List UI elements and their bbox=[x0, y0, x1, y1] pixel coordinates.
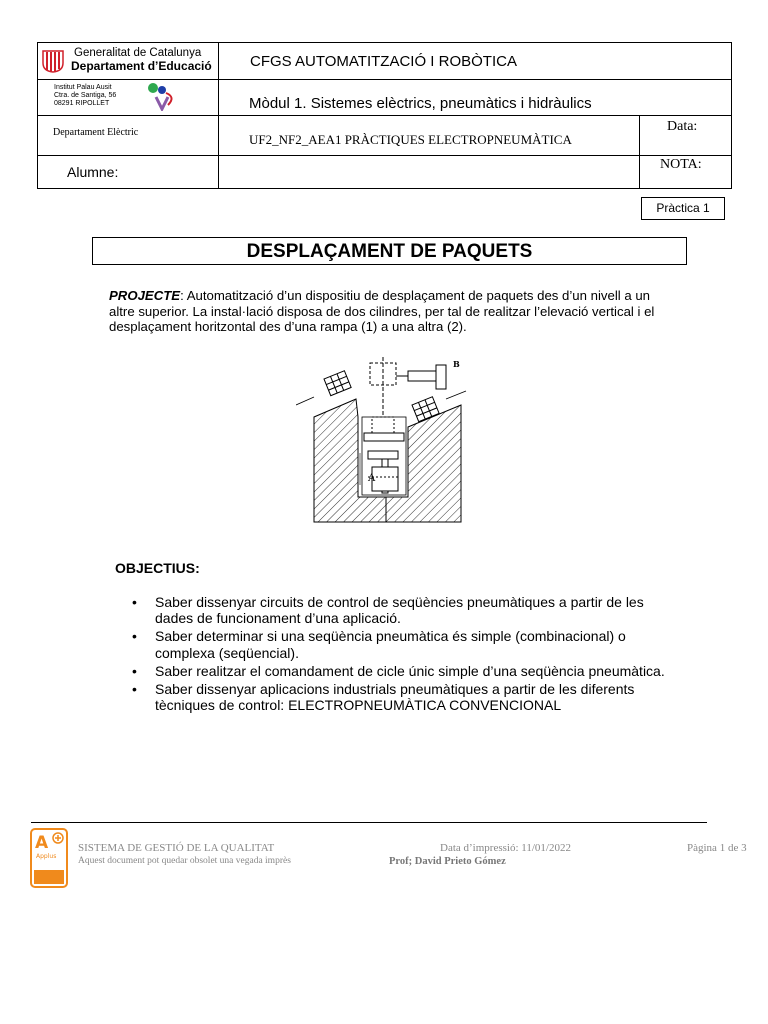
objective-text: Saber dissenyar circuits de control de seqüències pneumàtiques a partir de les dades de funcionament d’una aplicació. bbox=[155, 594, 644, 627]
department-education: Departament d’Educació bbox=[71, 59, 212, 73]
institute-city: 08291 RIPOLLET bbox=[54, 100, 110, 107]
bullet-icon: • bbox=[132, 681, 137, 698]
student-label: Alumne: bbox=[67, 164, 119, 180]
cylinder-b-label: B bbox=[453, 359, 460, 369]
bullet-icon: • bbox=[132, 628, 137, 645]
course-title: CFGS AUTOMATITZACIÓ I ROBÒTICA bbox=[250, 53, 517, 70]
list-item bbox=[132, 628, 672, 660]
generalitat-name: Generalitat de Catalunya bbox=[74, 47, 202, 59]
page-number: Pàgina 1 de 3 bbox=[687, 842, 747, 854]
institute-address bbox=[54, 84, 116, 108]
institute-street: Ctra. de Santiga, 56 bbox=[54, 92, 117, 99]
list-item bbox=[132, 663, 672, 679]
obsolete-note: Aquest document pot quedar obsolet una vegada imprès bbox=[78, 856, 291, 866]
objectives-heading: OBJECTIUS: bbox=[115, 560, 200, 576]
cylinder-a-label: A bbox=[368, 473, 376, 484]
objectives-list bbox=[132, 594, 672, 715]
project-label: PROJECTE bbox=[109, 288, 181, 303]
author-name: Prof; David Prieto Gómez bbox=[389, 856, 506, 867]
applus-text: Applus bbox=[36, 853, 57, 860]
header-row-divider bbox=[38, 155, 731, 156]
project-description bbox=[109, 288, 674, 335]
grade-label: NOTA: bbox=[660, 157, 702, 172]
quality-system-label: SISTEMA DE GESTIÓ DE LA QUALITAT bbox=[78, 842, 275, 854]
list-item bbox=[132, 681, 672, 713]
institute-name: Institut Palau Ausit bbox=[54, 84, 112, 91]
module-title: Mòdul 1. Sistemes elèctrics, pneumàtics i hidràulics bbox=[249, 95, 592, 112]
unit-title: UF2_NF2_AEA1 PRÀCTIQUES ELECTROPNEUMÀTICA bbox=[249, 132, 572, 147]
svg-text:A: A bbox=[35, 833, 49, 853]
bullet-icon: • bbox=[132, 594, 137, 610]
institute-logo-icon bbox=[144, 81, 180, 111]
header-row-divider bbox=[38, 79, 731, 80]
print-date: Data d’impressió: 11/01/2022 bbox=[440, 842, 571, 854]
header-row-divider bbox=[38, 115, 731, 116]
header-col-divider-right bbox=[639, 115, 640, 188]
objective-text: Saber determinar si una seqüència pneumàtica és simple (combinacional) o complexa (seqüencial). bbox=[155, 628, 626, 661]
package-lift-diagram bbox=[296, 357, 478, 533]
list-item bbox=[132, 594, 672, 626]
page-title: DESPLAÇAMENT DE PAQUETS bbox=[92, 237, 687, 265]
date-label: Data: bbox=[667, 119, 698, 134]
project-text: : Automatització d’un dispositiu de desplaçament de paquets des d’un nivell a un altre superior. La instal·lació disposa de dos cilindres, per tal de realitzar l’elevació vertical i el desplaçament horitzontal des d’una rampa (1) a una altra (2). bbox=[109, 288, 655, 334]
practice-number-box: Pràctica 1 bbox=[641, 197, 725, 220]
header-table bbox=[37, 42, 732, 189]
generalitat-logo-icon bbox=[42, 49, 64, 73]
bullet-icon: • bbox=[132, 662, 137, 679]
objective-text: Saber dissenyar aplicacions industrials pneumàtiques a partir de les diferents tècniques de control: ELECTROPNEUMÀTICA CONVENCIONAL bbox=[155, 681, 635, 714]
department-name: Departament Elèctric bbox=[53, 127, 139, 138]
objective-text: Saber realitzar el comandament de cicle únic simple d’una seqüència pneumàtica. bbox=[155, 662, 665, 679]
applus-certification-logo-icon bbox=[30, 828, 68, 888]
footer-divider bbox=[31, 822, 707, 823]
